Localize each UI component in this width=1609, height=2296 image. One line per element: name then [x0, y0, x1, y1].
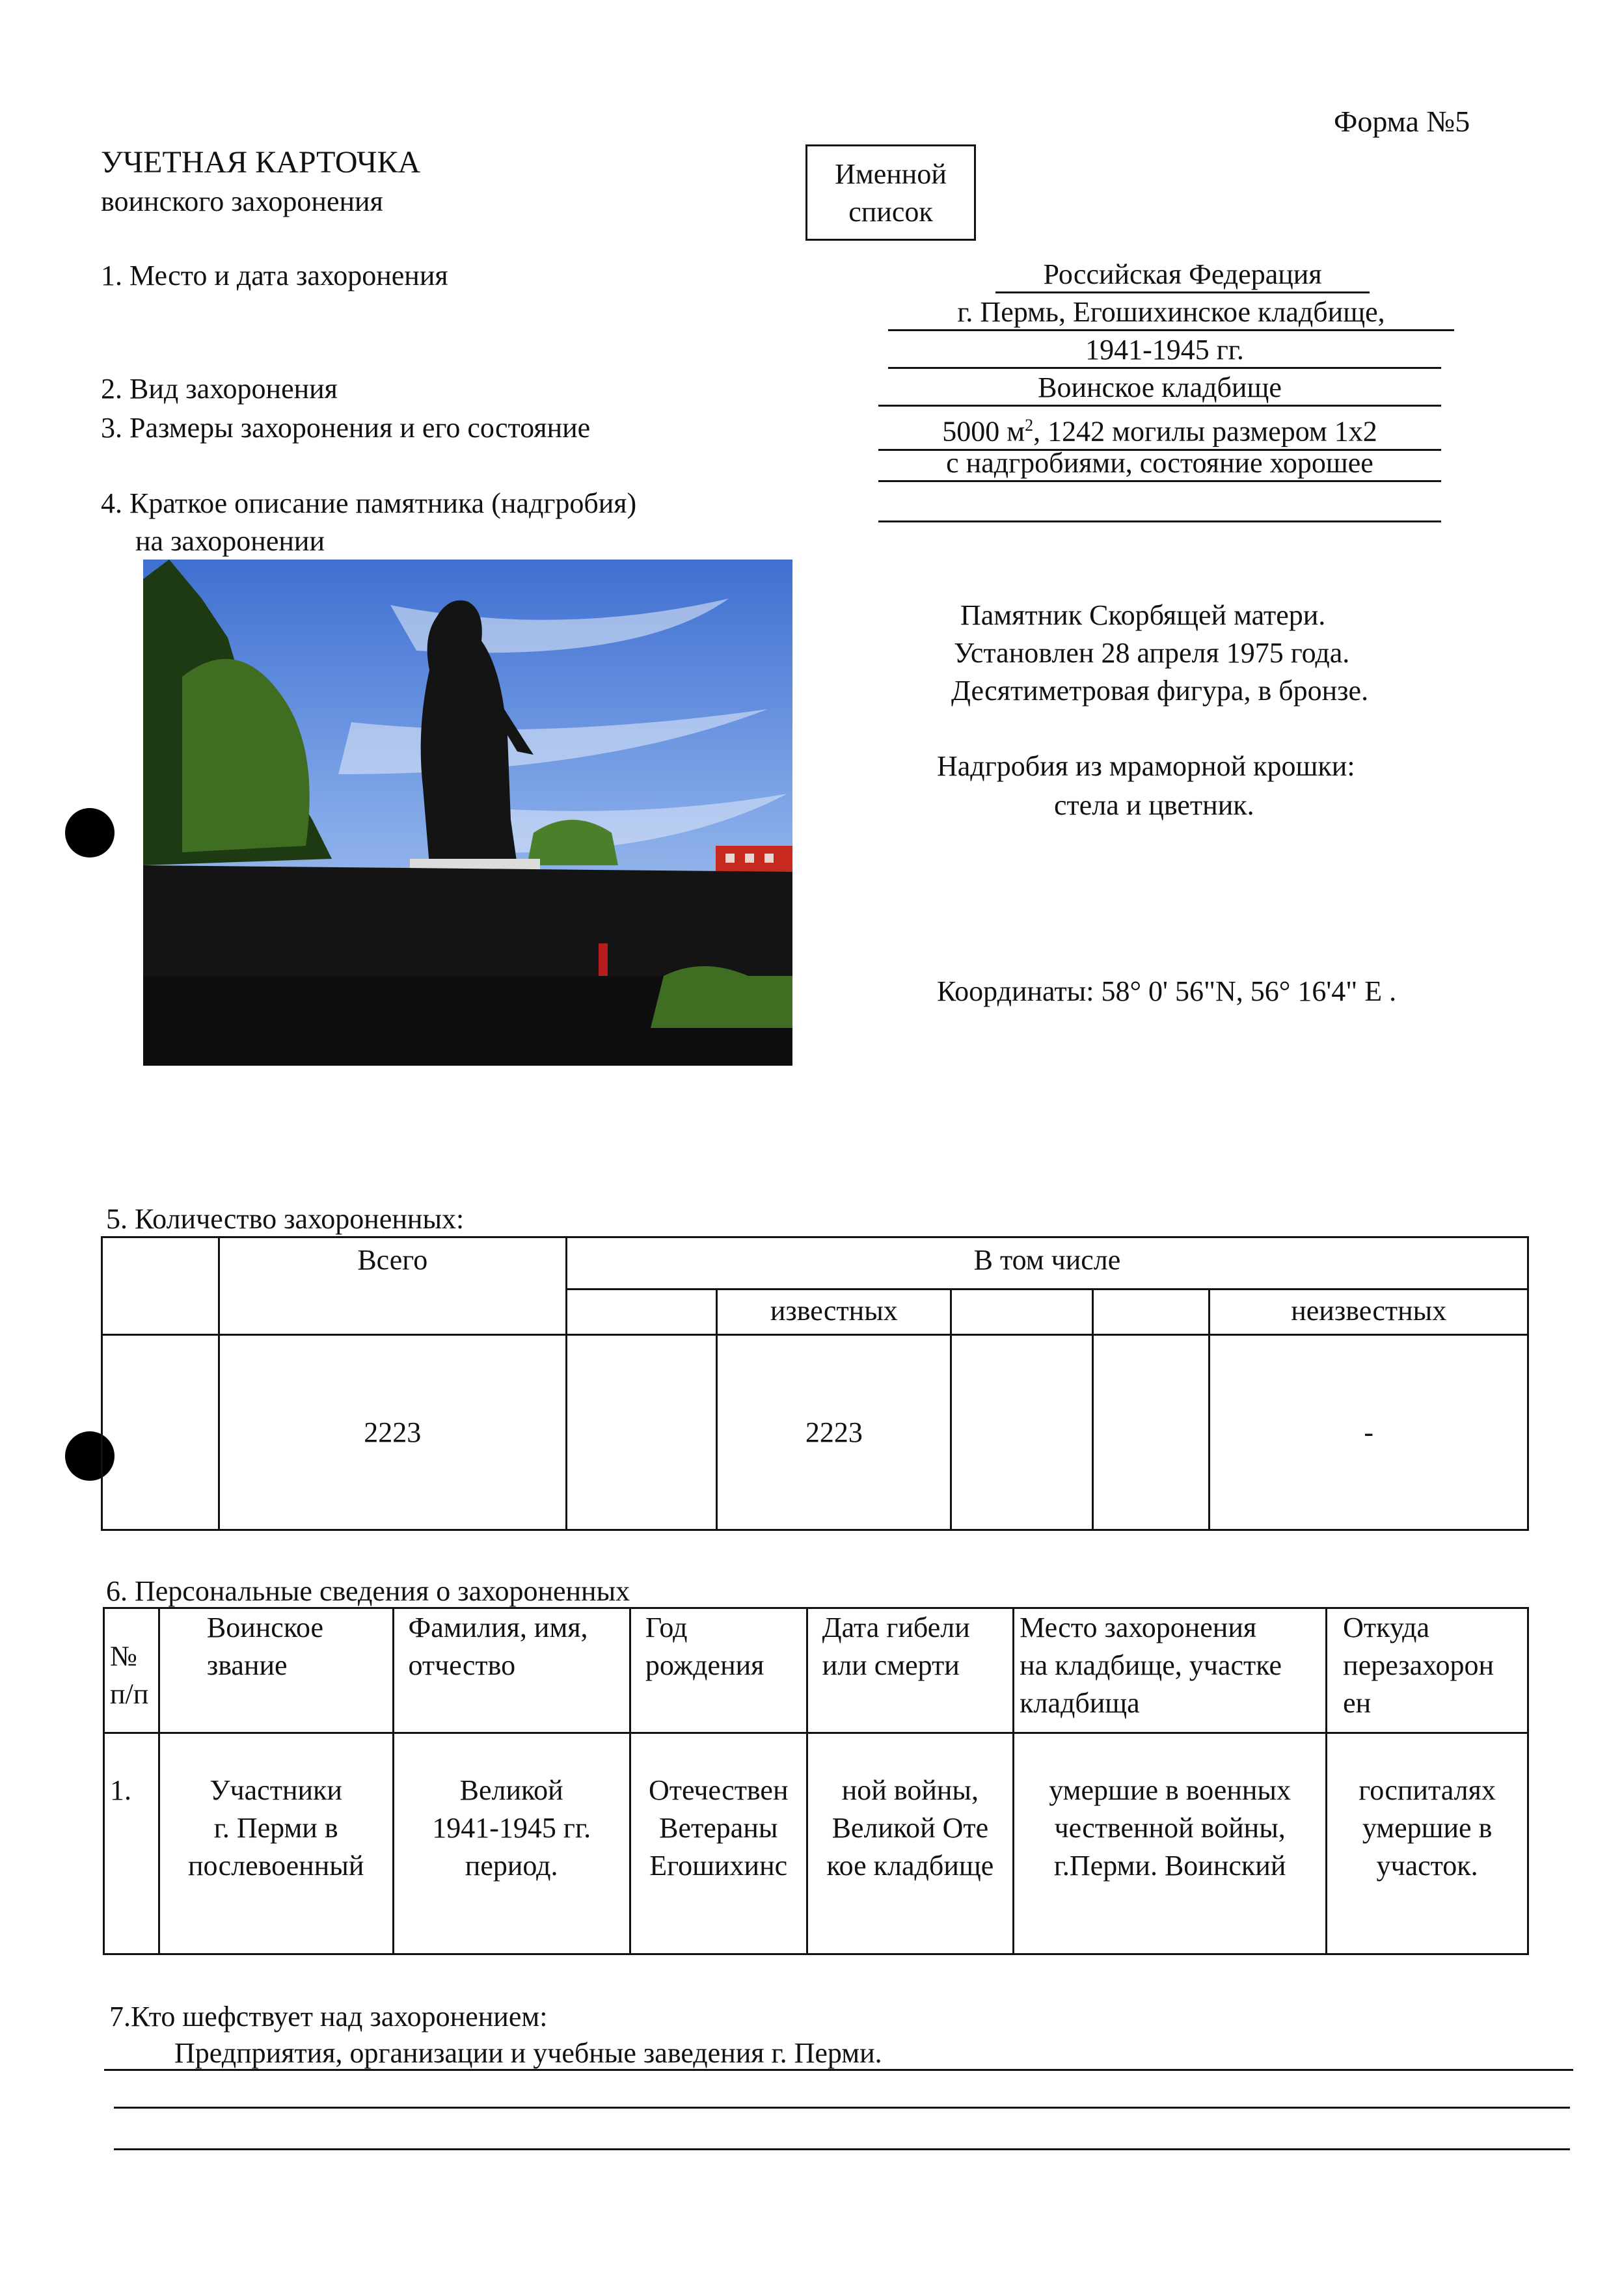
header-burial-place-line-3: кладбища — [1020, 1687, 1140, 1719]
monument-line-4: Надгробия из мраморной крошки: — [937, 750, 1355, 782]
punch-hole-top — [65, 808, 115, 858]
header-death-date — [807, 1608, 1013, 1733]
row-rank-line-3: послевоенный — [187, 1850, 364, 1882]
name-list-line-1: Именной — [835, 158, 947, 190]
row-rank-line-1: Участники — [210, 1774, 342, 1806]
card-title: УЧЕТНАЯ КАРТОЧКА — [101, 145, 421, 180]
row-death-date-line-3: кое кладбище — [826, 1850, 994, 1882]
name-list-line-2: список — [848, 196, 933, 228]
size-value-unit-exponent: 2 — [1025, 416, 1034, 435]
header-reburied-from-line-2: перезахорон — [1343, 1649, 1494, 1681]
header-burial-place-line-1: Место захоронения — [1020, 1612, 1257, 1643]
count-header-total: Всего — [219, 1237, 566, 1335]
patron-underline-1 — [104, 2069, 1573, 2071]
personal-table — [103, 1607, 1529, 1955]
row-name-line-3: период. — [465, 1850, 558, 1882]
desc-label-line-1: 4. Краткое описание памятника (надгробия) — [101, 487, 637, 519]
header-name — [393, 1608, 630, 1733]
place-value-line-3: 1941-1945 гг. — [888, 333, 1441, 369]
row-reburied-from — [1327, 1733, 1528, 1954]
place-label: 1. Место и дата захоронения — [101, 260, 448, 291]
personal-section-label: 6. Персональные сведения о захороненных — [106, 1575, 630, 1607]
count-section-label: 5. Количество захороненных: — [106, 1203, 465, 1235]
row-name-line-2: 1941-1945 гг. — [432, 1812, 591, 1844]
header-death-date-line-2: или смерти — [822, 1649, 960, 1681]
row-burial-place-line-3: г.Перми. Воинский — [1053, 1850, 1286, 1882]
header-burial-place — [1014, 1608, 1327, 1733]
patron-underline-3 — [114, 2148, 1570, 2150]
monument-line-1: Памятник Скорбящей матери. — [960, 599, 1326, 631]
row-burial-place — [1014, 1733, 1327, 1954]
row-birth-year-line-3: Егошихинс — [649, 1850, 788, 1882]
row-birth-year-line-1: Отечествен — [648, 1774, 789, 1806]
header-birth-year-line-1: Год — [645, 1612, 688, 1643]
type-label: 2. Вид захоронения — [101, 373, 338, 405]
header-name-line-2: отчество — [408, 1649, 516, 1681]
patron-underline-2 — [114, 2107, 1570, 2109]
size-label: 3. Размеры захоронения и его состояние — [101, 412, 591, 444]
header-reburied-from-line-1: Откуда — [1343, 1612, 1430, 1643]
desc-label-line-2: на захоронении — [135, 525, 325, 557]
count-cell-4 — [1092, 1335, 1210, 1530]
header-death-date-line-1: Дата гибели — [822, 1612, 970, 1643]
header-rank — [159, 1608, 393, 1733]
monument-photo-image — [143, 560, 792, 1066]
patron-section-label: 7.Кто шефствует над захоронением: — [109, 2001, 548, 2033]
card-subtitle: воинского захоронения — [101, 185, 383, 217]
size-value — [878, 409, 1441, 451]
count-header-including: В том числе — [566, 1237, 1528, 1290]
place-value-line-2: г. Пермь, Егошихинское кладбище, — [888, 295, 1454, 331]
header-burial-place-line-2: на кладбище, участке — [1020, 1649, 1282, 1681]
row-birth-year-line-2: Ветераны — [659, 1812, 778, 1844]
count-header-sub-3 — [951, 1290, 1093, 1335]
row-name — [393, 1733, 630, 1954]
coordinates: Координаты: 58° 0' 56"N, 56° 16'4" Е . — [937, 975, 1397, 1007]
count-header-sub-1 — [566, 1290, 717, 1335]
count-table — [101, 1236, 1529, 1531]
type-value: Воинское кладбище — [878, 371, 1441, 407]
count-header-known: известных — [717, 1290, 951, 1335]
count-header-unknown: неизвестных — [1210, 1290, 1528, 1335]
monument-line-2: Установлен 28 апреля 1975 года. — [954, 637, 1350, 669]
count-header-sub-4 — [1092, 1290, 1210, 1335]
header-name-line-1: Фамилия, имя, — [408, 1612, 588, 1643]
row-burial-place-line-2: чественной войны, — [1054, 1812, 1286, 1844]
count-known-value: 2223 — [717, 1335, 951, 1530]
row-reburied-from-line-3: участок. — [1376, 1850, 1478, 1882]
monument-line-3: Десятиметровая фигура, в бронзе. — [951, 675, 1369, 707]
row-rank-line-2: г. Перми в — [213, 1812, 338, 1844]
form-number: Форма №5 — [1334, 105, 1470, 138]
header-reburied-from-line-3: ен — [1343, 1687, 1372, 1719]
row-reburied-from-line-1: госпиталях — [1359, 1774, 1496, 1806]
row-reburied-from-line-2: умершие в — [1362, 1812, 1493, 1844]
header-birth-year-line-2: рождения — [645, 1649, 764, 1681]
monument-line-5: стела и цветник. — [1054, 789, 1254, 821]
size-value-graves: , 1242 могилы размером 1х2 — [1033, 415, 1377, 448]
row-name-line-1: Великой — [459, 1774, 563, 1806]
patron-value: Предприятия, организации и учебные заведения г. Перми. — [174, 2037, 882, 2069]
row-burial-place-line-1: умершие в военных — [1049, 1774, 1291, 1806]
header-number — [104, 1608, 159, 1733]
state-value: с надгробиями, состояние хорошее — [878, 446, 1441, 482]
row-rank — [159, 1733, 393, 1954]
count-header-empty — [102, 1237, 219, 1335]
blank-underline — [878, 520, 1441, 522]
row-death-date-line-1: ной войны, — [841, 1774, 979, 1806]
size-value-area: 5000 м — [942, 415, 1025, 448]
count-total-value: 2223 — [219, 1335, 566, 1530]
row-number — [104, 1733, 159, 1954]
row-death-date-line-2: Великой Оте — [832, 1812, 989, 1844]
name-list-box — [805, 144, 976, 241]
header-rank-line-2: звание — [206, 1649, 288, 1681]
count-unknown-value: - — [1210, 1335, 1528, 1530]
place-value-line-1: Российская Федерация — [995, 258, 1370, 293]
count-cell-3 — [951, 1335, 1093, 1530]
row-birth-year — [630, 1733, 807, 1954]
header-birth-year — [630, 1608, 807, 1733]
header-reburied-from — [1327, 1608, 1528, 1733]
header-number-line-1: № — [110, 1640, 137, 1672]
row-number-value: 1. — [110, 1774, 131, 1806]
count-cell-empty — [102, 1335, 219, 1530]
monument-photo — [143, 560, 792, 1066]
header-rank-line-1: Воинское — [206, 1612, 324, 1643]
header-number-line-2: п/п — [110, 1678, 149, 1710]
row-death-date — [807, 1733, 1013, 1954]
count-cell-1 — [566, 1335, 717, 1530]
